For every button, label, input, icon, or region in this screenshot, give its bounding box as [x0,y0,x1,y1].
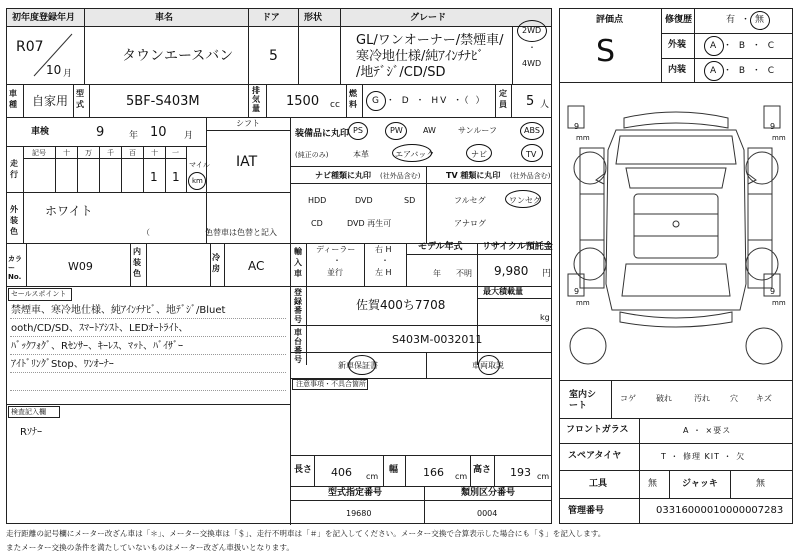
ac-value: AC [248,259,265,273]
mileage-digit-10: 1 [150,170,158,184]
mileage-digit-1: 1 [172,170,180,184]
inspector-label: 検査記入欄 [11,408,46,416]
glass-label: フロントガラス [566,425,629,435]
rating-label: 評価点 [596,15,624,25]
inspector-text: Rｿﾅｰ [20,427,42,438]
length-label: 長さ [294,465,313,475]
sales-point-line-1: 禁煙車、寒冷地仕様、純ｱｲﾝﾁﾅﾋﾞ、地ﾃﾞｼﾞ/Bluet [11,305,226,316]
width-label: 幅 [389,465,399,475]
color-no-label: カラーNo. [8,255,22,281]
tools-value: 無 [648,479,658,489]
mileage-symbol-label: 記号 [32,149,46,157]
inspection-month-unit: 月 [184,131,194,141]
equip-pw: PW [390,126,403,135]
width-unit: cm [455,472,468,481]
mileage-digit-label-10k: 万 [85,149,92,157]
tv-fullseg: フルセグ [454,196,486,205]
navi-type-note: (社外品含む) [380,172,421,180]
fuel-options: G ・ D ・ HV ・（ ） [372,96,487,106]
displacement-value: 1500 [286,94,320,109]
tire-fl-unit: mm [576,134,590,142]
equip-ps: PS [353,126,363,135]
tire-rr-unit: mm [772,299,786,307]
shift-label: シフト [236,119,260,128]
interior-color-label: 内装色 [133,247,141,278]
displacement-unit: cc [330,100,340,110]
left-hand: 左 H [375,268,392,277]
mileage-digit-label-100: 百 [129,149,136,157]
fuel-label: 燃料 [349,89,357,109]
color-change-note: 色替車は色替と記入 [205,228,277,237]
inspection-year: 9 [96,125,105,140]
color-no: W09 [68,260,93,273]
interior-options: A ・ B ・ C [710,66,777,76]
model-year-label: モデル年式 [418,242,463,252]
seat-dirt: 汚れ [694,394,710,403]
mileage-digit-label-100k: 十 [63,149,70,157]
equip-abs: ABS [524,126,540,135]
exterior-options: A ・ B ・ C [710,41,777,51]
grade-line-3: /地ﾃﾞｼﾞ/CD/SD [356,65,446,80]
manual: 車両取説 [472,361,504,370]
navi-type-label: ナビ種類に丸印 [315,171,371,180]
navi-cd: CD [311,219,323,228]
hand-sep: ・ [381,256,389,265]
height-label: 高さ [473,465,492,475]
model-value: 5BF-S403M [126,94,200,109]
door-count: 5 [269,48,278,64]
mileage-digit-label-1: 一 [172,149,179,157]
inspection-month: 10 [150,125,167,140]
import-dealer: ディーラー [316,245,356,254]
drive-4wd: 4WD [522,59,542,68]
model-year-unknown: 不明 [456,269,472,278]
mileage-digit-label-1k: 千 [107,149,114,157]
tire-rl-value: 9 [574,287,580,296]
import-label: 輸入車 [294,247,302,278]
tv-type-label: TV 種類に丸印 [446,171,501,180]
seat-tear: 破れ [656,394,672,403]
first-reg-month-unit: 月 [63,69,73,79]
seat-label: 室内シート [569,390,597,411]
footer-note-1: 走行距離の記号欄にメーター改ざん車は「＊」、メーター交換車は「＄」、走行不明車は「＃」を記入してください。メーター交換で合算表示した場合にも「＄」を記入します。 [6,529,606,538]
mileage-unit-km: km [192,177,203,185]
max-load-unit: kg [540,313,550,322]
model-year-unit: 年 [433,269,441,278]
new-warranty: 新車保証書 [338,361,378,370]
sales-point-line-2: ooth/CD/SD、ｽﾏｰﾄｱｼｽﾄ、LEDｵｰﾄﾗｲﾄ、 [11,323,189,334]
footer-note-2: またメーター交換の条件を満たしていないものはメーター改ざん車扱いとなります。 [6,543,294,552]
spare-label: スペアタイヤ [568,451,622,461]
repair-no: 無 [755,15,765,25]
capacity-label: 定員 [499,89,507,109]
drive-sep: ・ [528,43,536,52]
width-value: 166 [423,466,444,479]
seat-scratch: キズ [756,394,772,403]
ac-label: 冷房 [212,253,220,273]
mileage-digit-label-10: 十 [151,149,158,157]
sales-point-line-3: ﾊﾞｯｸﾌｫｸﾞ、Rｾﾝｻｰ、ｷｰﾚｽ、ﾏｯﾄ、ﾊﾞｲｻﾞｰ [11,341,183,352]
spare-value: T ・ 修理 KIT ・ 欠 [661,452,746,461]
color-value: ホワイト [45,204,93,218]
repair-history-label: 修復歴 [665,15,693,25]
mileage-unit-mile: マイル [189,161,210,169]
management-label: 管理番号 [568,506,605,516]
tire-rr-value: 9 [770,287,776,296]
type-no: 19680 [346,509,372,518]
drive-2wd: 2WD [522,26,542,35]
repair-yes: 有 [726,15,736,25]
grade-line-2: 寒冷地仕様/純ｱｲﾝﾁﾅﾋﾞ [356,49,484,64]
seat-hole: 穴 [730,394,738,403]
rating-score: S [596,34,616,69]
max-load-label: 最大積載量 [483,287,523,296]
category-no-label: 類別区分番号 [461,488,516,498]
category-no: 0004 [477,509,498,518]
repair-sep: ・ [741,15,751,25]
capacity-value: 5 [526,94,535,109]
car-name-label: 車名 [155,13,174,23]
management-number: 03316000010000007283 [656,505,784,516]
equip-tv: TV [526,150,537,159]
sales-point-label: セールスポイント [11,290,67,298]
registration-label: 登録番号 [294,288,302,324]
tire-fr-value: 9 [770,122,776,131]
door-label: ドア [262,13,280,23]
equipment-sub-label: (純正のみ) [295,151,329,159]
right-hand: 右 H [375,245,392,254]
sales-point-line-4: ｱｲﾄﾞﾘﾝｸﾞStop、ﾜﾝｵｰﾅｰ [11,359,114,370]
tv-analog: アナログ [454,219,486,228]
jack-value: 無 [756,479,766,489]
registration-number: 佐賀400ち7708 [356,298,446,312]
recycle-unit: 円 [542,269,552,279]
import-sep: ・ [333,256,341,265]
jack-label: ジャッキ [682,479,718,489]
first-reg-year: R07 [16,39,44,55]
mileage-label: 走行 [10,159,18,179]
navi-hdd: HDD [308,196,327,205]
tv-oneseg: ワンセグ [509,196,541,205]
chassis-number: S403M-0032011 [392,333,483,346]
grade-line-1: GL/ワンオーナー/禁煙車/ [356,33,504,48]
interior-label: 内装 [668,65,687,75]
shift-value: IAT [236,154,258,170]
car-body-diagram [560,84,792,380]
inspection-year-unit: 年 [129,131,139,141]
equipment-label: 装備品に丸印 [295,129,350,139]
equip-aw: AW [423,126,436,135]
displacement-label: 排気量 [252,86,260,113]
exterior-label: 外装 [668,40,687,50]
capacity-unit: 人 [540,100,550,110]
usage-label: 車種 [9,89,17,109]
length-value: 406 [331,466,352,479]
navi-dvd-play: DVD 再生可 [347,219,392,228]
chassis-label: 車台番号 [294,328,302,364]
length-unit: cm [366,472,379,481]
height-value: 193 [510,466,531,479]
equip-leather: 本革 [353,150,369,159]
color-paren: （ ） [142,228,214,237]
car-name: タウンエースバン [122,48,234,64]
first-reg-month: 10 [46,63,62,77]
tire-rl-unit: mm [576,299,590,307]
seat-burn: コゲ [620,394,636,403]
color-label: 外装色 [10,205,18,236]
height-unit: cm [537,472,550,481]
tv-type-note: (社外品含む) [510,172,551,180]
type-no-label: 型式指定番号 [328,488,383,498]
equip-sunroof: サンルーフ [458,126,497,135]
usage-value: 自家用 [32,94,69,108]
first-reg-label: 初年度登録年月 [12,13,76,23]
navi-sd: SD [404,196,416,205]
shape-label: 形状 [304,13,323,23]
tools-label: 工具 [589,479,608,489]
equip-airbag: エアバック [395,150,435,159]
model-label: 型式 [76,89,84,109]
grade-label: グレード [410,13,447,23]
tire-fl-value: 9 [574,122,580,131]
recycle-label: リサイクル預託金 [482,242,553,252]
recycle-value: 9,980 [494,264,529,278]
import-parallel: 並行 [327,268,343,277]
tire-fr-unit: mm [772,134,786,142]
navi-dvd: DVD [355,196,373,205]
inspection-label: 車検 [31,127,50,137]
caution-label: 注意事項・不具合箇所 [296,380,366,388]
equip-navi: ナビ [471,150,487,159]
glass-value: A ・ ×要ス [683,426,732,435]
